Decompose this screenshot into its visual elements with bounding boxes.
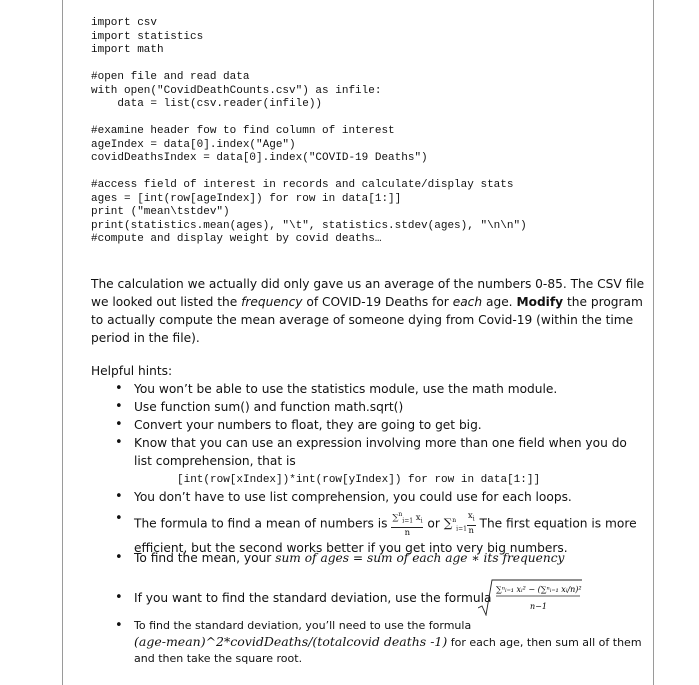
code-imports: import csv import statistics import math [91,17,204,56]
hint-item-3: • Convert your numbers to float, they are going to get big. [134,416,644,434]
hint-item-5: • You don’t have to use list comprehension, you could use for each loops. [134,488,644,506]
page-margin-right [653,0,654,685]
hint-item-6: • The formula to find a mean of numbers is $\frac{\sum^n_{i=1} x_i}{n}$ or ∑$^n_{i=1}$ $\frac{x_i}{n}$ The first equation is more efficient, but the second works better if you get into very big numbers. [134,510,644,557]
svg-text:∑ⁿᵢ₌₁ xᵢ² − (∑ⁿᵢ₌₁ xᵢ/n)²: ∑ⁿᵢ₌₁ xᵢ² − (∑ⁿᵢ₌₁ xᵢ/n)² [496,585,582,594]
stdev-formula [478,578,582,616]
hints-title: Helpful hints: [91,364,173,378]
intro-paragraph: The calculation we actually did only gave us an average of the numbers 0-85. The CSV file we looked out listed the frequency of COVID-19 Deaths for each age. Modify the program to actually compute the mean average of someone dying from Covid-19 (within the time period in the file). [91,277,645,345]
code-header-index: #examine header fow to find column of interest ageIndex = data[0].index("Age") covidDeathsIndex = data[0].index("COVID-19 Deaths") [91,125,428,164]
svg-text:n−1: n−1 [530,602,547,611]
hint-item-2: • Use function sum() and function math.sqrt() [134,398,644,416]
hint-item-8: • If you want to find the standard deviation, use the formula [134,589,644,607]
each-emphasis: each [452,295,483,309]
hint-item-7: • To find the mean, your sum of ages = sum of each age ∗ its frequency [134,549,644,567]
hint-item-1: • You won’t be able to use the statistics module, use the math module. [134,380,644,398]
list-comprehension-example: [int(row[xIndex])*int(row[yIndex]) for row in data[1:]] [177,474,541,486]
frequency-emphasis: frequency [241,295,303,309]
stdev-term-formula: (age-mean)^2*covidDeaths/(totalcovid deaths -1) [134,634,448,649]
hint-item-9: • To find the standard deviation, you’ll need to use the formula (age-mean)^2*covidDeaths/(totalcovid deaths -1) for each age, then sum all of them and then take the square root. [134,618,644,667]
mean-formula-1: $\frac{\sum^n_{i=1} x_i}{n}$ [392,511,423,538]
mean-formula-2: ∑$^n_{i=1}$ [443,516,467,533]
code-comment-weight: #compute and display weight by covid deaths… [91,233,382,245]
hint-item-4: • Know that you can use an expression involving more than one field when you do list comprehension, that is [134,434,644,470]
code-open-file: #open file and read data with open("CovidDeathCounts.csv") as infile: data = list(csv.reader(infile)) [91,71,382,110]
code-stats: #access field of interest in records and calculate/display stats ages = [int(row[ageIndex]) for row in data[1:]] print ("mean\tstdev") print(statistics.mean(ages), "\t", statistics.stdev(ages), "\n\n") [91,179,527,232]
page-margin-left [62,0,63,685]
modify-emphasis: Modify [516,295,564,309]
sum-ages-formula: sum of ages = sum of each age ∗ its frequency [275,551,565,565]
